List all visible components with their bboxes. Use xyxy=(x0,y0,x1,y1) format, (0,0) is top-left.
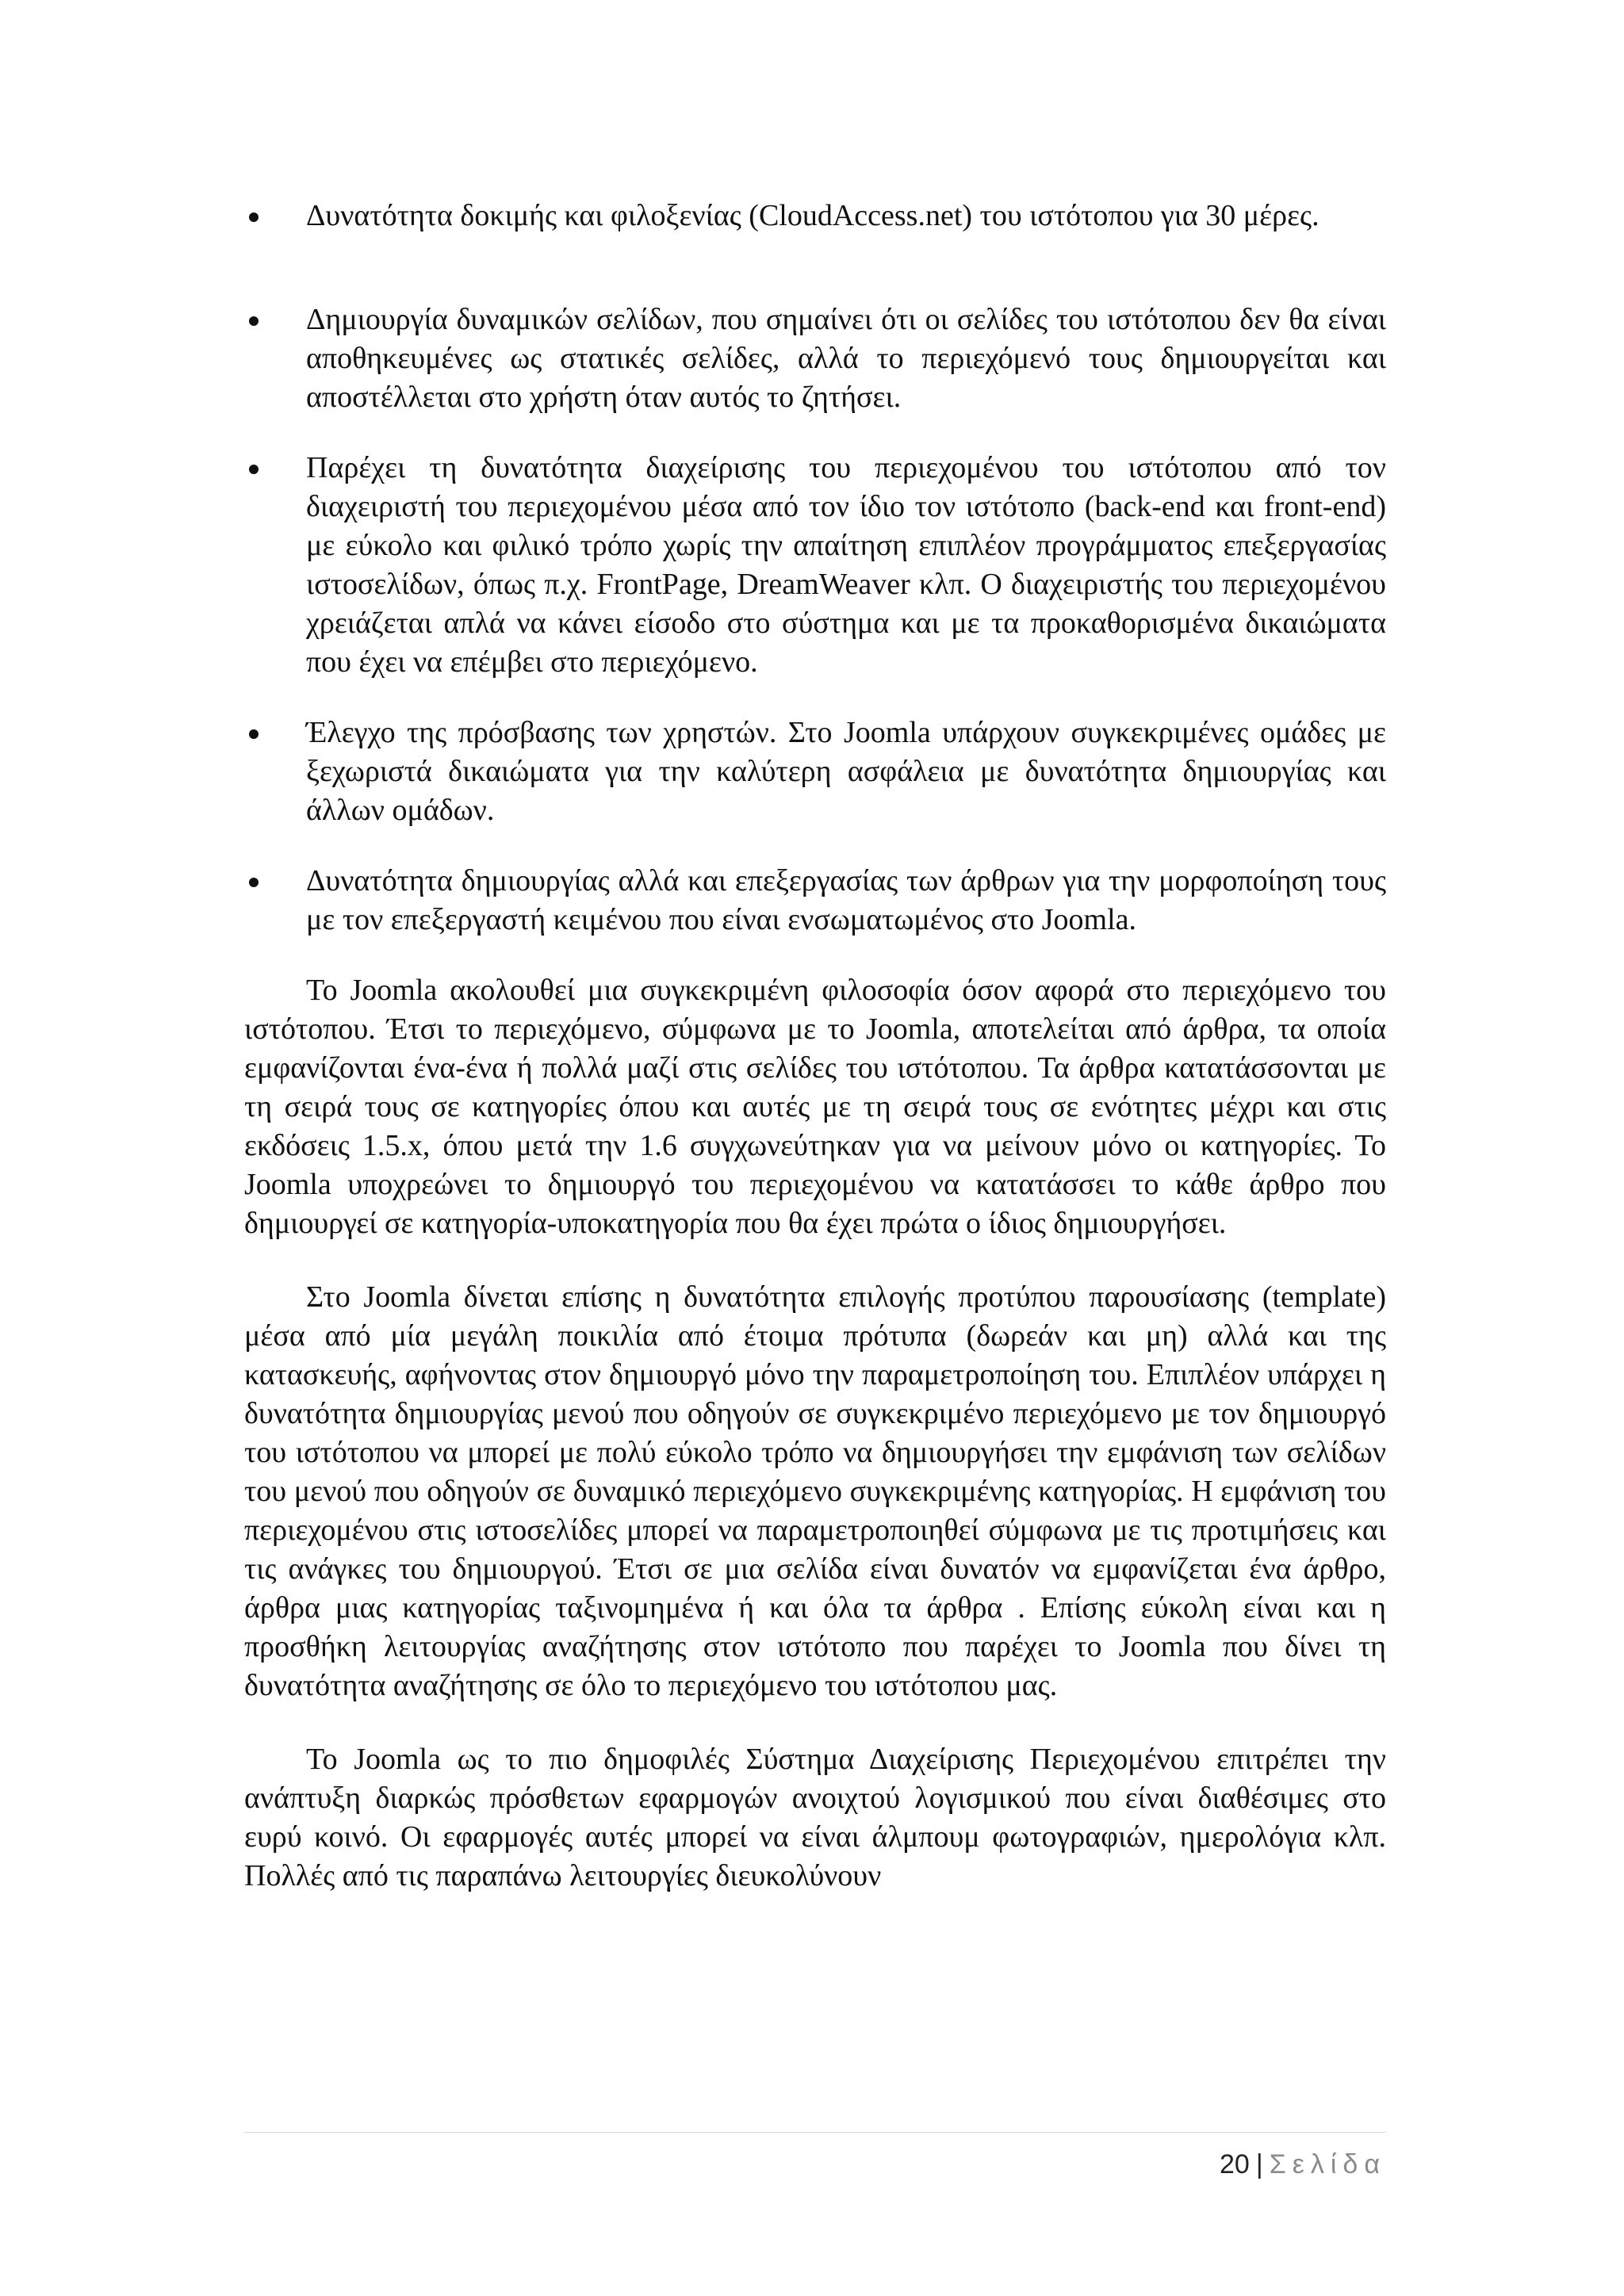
bullet-item xyxy=(244,714,1386,830)
bullet-item xyxy=(244,862,1386,939)
body-paragraph: Το Joomla ως το πιο δημοφιλές Σύστημα Διαχείρισης Περιεχομένου επιτρέπει την ανάπτυξη διαρκώς πρόσθετων εφαρμογών ανοιχτού λογισμικού που είναι διαθέσιμες στο ευρύ κοινό. Οι εφαρμογές αυτές μπορεί να είναι άλμπουμ φωτογραφιών, ημερολόγια κλπ. Πολλές από τις παραπάνω λειτουργίες διευκολύνουν xyxy=(244,1743,1386,1892)
body-paragraph: Στο Joomla δίνεται επίσης η δυνατότητα επιλογής προτύπου παρουσίασης (template) μέσα από μία μεγάλη ποικιλία από έτοιμα πρότυπα (δωρεάν και μη) αλλά και της κατασκευής, αφήνοντας στον δημιουργό μόνο την παραμετροποίηση του. Επιπλέον υπάρχει η δυνατότητα δημιουργίας μενού που οδηγούν σε συγκεκριμένο περιεχόμενο με τον δημιουργό του ιστότοπου να μπορεί με πολύ εύκολο τρόπο να δημιουργήσει την εμφάνιση των σελίδων του μενού που οδηγούν σε δυναμικό περιεχόμενο συγκεκριμένης κατηγορίας. Η εμφάνιση του περιεχομένου στις ιστοσελίδες μπορεί να παραμετροποιηθεί σύμφωνα με τις προτιμήσεις και τις ανάγκες του δημιουργού. Έτσι σε μια σελίδα είναι δυνατόν να εμφανίζεται ένα άρθρο, άρθρα μιας κατηγορίας ταξινομημένα ή και όλα τα άρθρα . Επίσης εύκολη είναι και η προσθήκη λειτουργίας αναζήτησης στον ιστότοπο που παρέχει το Joomla που δίνει τη δυνατότητα αναζήτησης σε όλο το περιεχόμενο του ιστότοπου μας. xyxy=(244,1280,1386,1702)
bullet-item xyxy=(244,197,1386,235)
bullet-item xyxy=(244,449,1386,682)
page-label: Σελίδα xyxy=(1269,2149,1386,2179)
bullet-text: Έλεγχο της πρόσβασης των χρηστών. Στο Joomla υπάρχουν συγκεκριμένες ομάδες με ξεχωριστά δικαιώματα για την καλύτερη ασφάλεια με δυνατότητα δημιουργίας και άλλων ομάδων. xyxy=(306,716,1386,827)
bullet-text: Δυνατότητα δοκιμής και φιλοξενίας (CloudAccess.net) του ιστότοπου για 30 μέρες. xyxy=(306,199,1320,232)
bullet-icon xyxy=(249,316,259,326)
page-number: 20 xyxy=(1220,2149,1250,2179)
bullet-icon xyxy=(249,212,259,222)
body-paragraph: Το Joomla ακολουθεί μια συγκεκριμένη φιλοσοφία όσον αφορά στο περιεχόμενο του ιστότοπου. Έτσι το περιεχόμενο, σύμφωνα με το Joomla, αποτελείται από άρθρα, τα οποία εμφανίζονται ένα-ένα ή πολλά μαζί στις σελίδες του ιστότοπου. Τα άρθρα κατατάσσονται με τη σειρά τους σε κατηγορίες όπου και αυτές με τη σειρά τους σε ενότητες μέχρι και στις εκδόσεις 1.5.x, όπου μετά την 1.6 συγχωνεύτηκαν για να μείνουν μόνο οι κατηγορίες. Το Joomla υποχρεώνει το δημιουργό του περιεχομένου να κατατάσσει το κάθε άρθρο που δημιουργεί σε κατηγορία-υποκατηγορία που θα έχει πρώτα ο ίδιος δημιουργήσει. xyxy=(244,974,1386,1240)
page-body xyxy=(244,197,1386,1896)
bullet-text: Δημιουργία δυναμικών σελίδων, που σημαίνει ότι οι σελίδες του ιστότοπου δεν θα είναι αποθηκευμένες ως στατικές σελίδες, αλλά το περιεχόμενό τους δημιουργείται και αποστέλλεται στο χρήστη όταν αυτός το ζητήσει. xyxy=(306,303,1386,414)
footer-separator: | xyxy=(1255,2149,1263,2179)
bullet-text: Δυνατότητα δημιουργίας αλλά και επεξεργασίας των άρθρων για την μορφοποίηση τους με τον επεξεργαστή κειμένου που είναι ενσωματωμένος στο Joomla. xyxy=(306,864,1386,936)
bullet-icon xyxy=(249,878,259,887)
bullet-icon xyxy=(249,729,259,739)
bullet-icon xyxy=(249,465,259,474)
page-footer xyxy=(1220,2149,1386,2180)
footer-divider xyxy=(244,2132,1386,2133)
bullet-item xyxy=(244,300,1386,417)
bullet-text: Παρέχει τη δυνατότητα διαχείρισης του περιεχομένου του ιστότοπου από τον διαχειριστή του περιεχομένου μέσα από τον ίδιο τον ιστότοπο (back-end και front-end) με εύκολο και φιλικό τρόπο χωρίς την απαίτηση επιπλέον προγράμματος επεξεργασίας ιστοσελίδων, όπως π.χ. FrontPage, DreamWeaver κλπ. Ο διαχειριστής του περιεχομένου χρειάζεται απλά να κάνει είσοδο στο σύστημα και με τα προκαθορισμένα δικαιώματα που έχει να επέμβει στο περιεχόμενο. xyxy=(306,451,1386,679)
